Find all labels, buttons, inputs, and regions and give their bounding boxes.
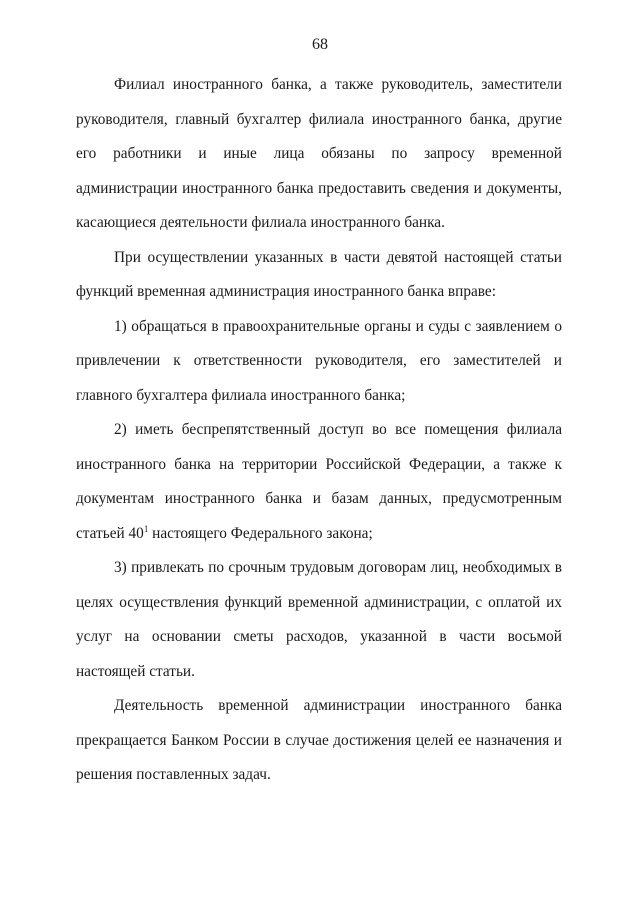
page-number: 68 xyxy=(312,36,328,53)
list-item-1: 1) обращаться в правоохранительные органы и суды с заявлением о привлечении к ответственности руководителя, его заместителей и главного бухгалтера филиала иностранного банка; xyxy=(76,317,562,404)
paragraph-branch-obligations: Филиал иностранного банка, а также руководитель, заместители руководителя, главный бухгалтер филиала иностранного банка, другие его работники и иные лица обязаны по запросу временной администрации иностранного банка предоставить сведения и документы, касающиеся деятельности филиала иностранного банка. xyxy=(76,76,562,231)
list-item-2-text-end: настоящего Федерального закона; xyxy=(148,524,373,542)
paragraph-administration-rights: При осуществлении указанных в части девятой настоящей статьи функций временная администрация иностранного банка вправе: xyxy=(76,248,562,300)
paragraph-termination: Деятельность временной администрации иностранного банка прекращается Банком России в случае достижения целей ее назначения и решения поставленных задач. xyxy=(76,697,562,783)
list-item-3: 3) привлекать по срочным трудовым договорам лиц, необходимых в целях осуществления функций временной администрации, с оплатой их услуг на основании сметы расходов, указанной в части восьмой настоящей статьи. xyxy=(76,559,562,680)
list-item-2-text: 2) иметь беспрепятственный доступ во все помещения филиала иностранного банка на территории Российской Федерации, а также к документам иностранного банка и базам данных, предусмотренным статьей 40 xyxy=(76,421,562,542)
article-superscript: 1 xyxy=(143,523,149,534)
document-body xyxy=(76,68,562,793)
list-item-2 xyxy=(76,413,562,551)
